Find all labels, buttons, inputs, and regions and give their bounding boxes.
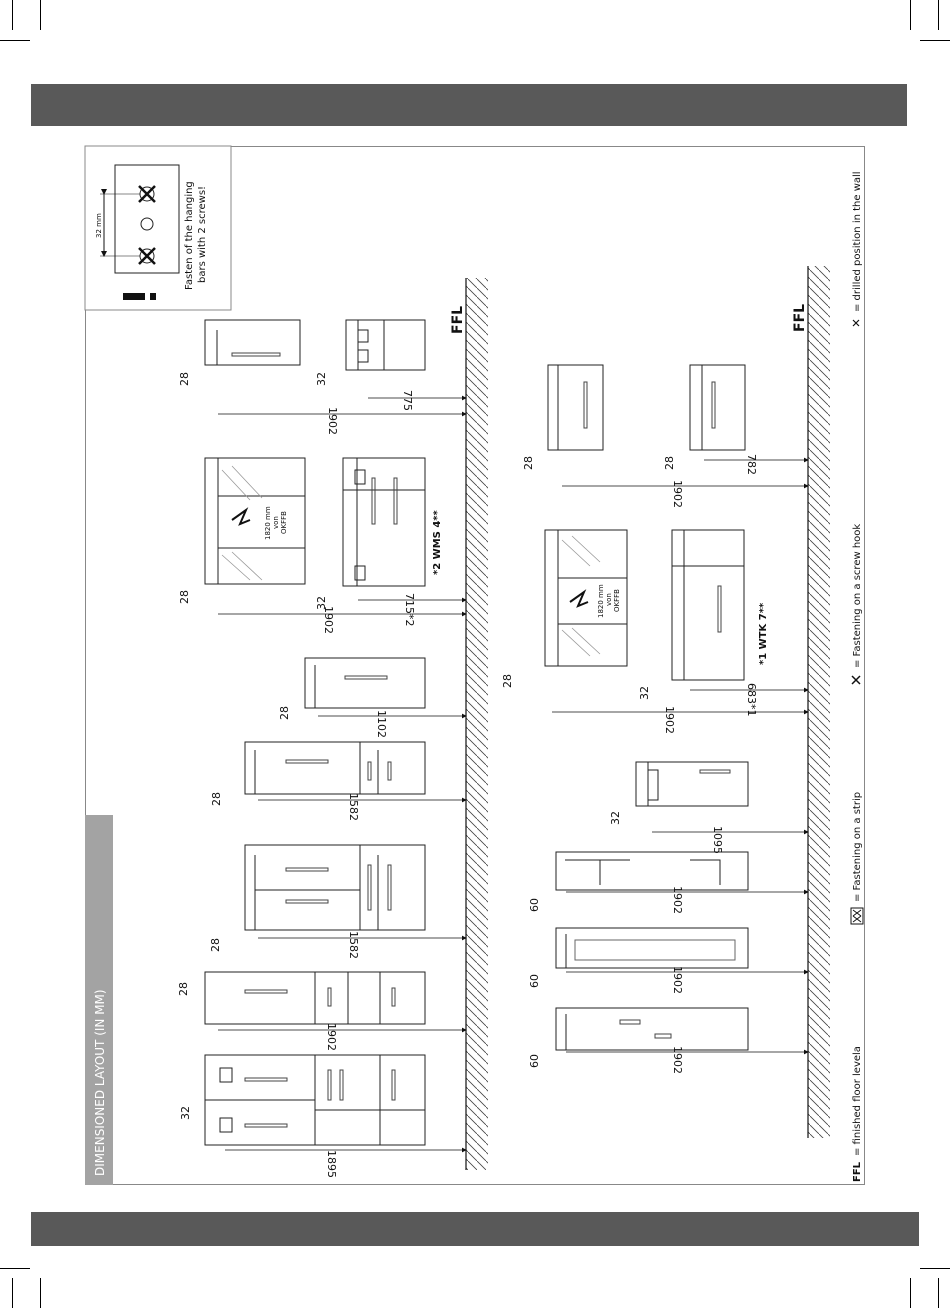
dim-offset-l5: 28 [501, 674, 514, 688]
spacing-label: 32 mm [95, 213, 103, 238]
cabinet-1902-a [205, 972, 425, 1024]
ffl-label-upper: FFL [450, 305, 466, 334]
section-title-tab [85, 815, 113, 1185]
floor-upper [466, 278, 488, 1170]
dim-height-l4: 1095 [711, 826, 724, 854]
dim-height-l5: 1902 [663, 706, 676, 734]
mirror-note-1: 1820 mm [264, 506, 272, 540]
dim-height-7: 715*2 [403, 593, 416, 627]
dim-offset-6: 28 [178, 590, 191, 604]
dim-height-9: 775 [401, 390, 414, 411]
dim-height-l3: 1902 [671, 886, 684, 914]
dim-offset-1: 32 [179, 1106, 192, 1120]
tall-panel-a [556, 1008, 748, 1050]
base-cabinet-782 [690, 365, 745, 450]
dim-offset-l2: 60 [528, 974, 541, 988]
model-label-wms4: *2 WMS 4** [432, 510, 443, 575]
legend-ffl-text: = finished floor levela [852, 1046, 863, 1156]
dim-height-4: 1582 [347, 793, 360, 821]
dim-offset-5: 28 [278, 706, 291, 720]
legend-strip-text: = Fastening on a strip [852, 791, 863, 902]
mirror-note-3: OKFFB [280, 511, 288, 534]
mirror-note-lower-3: OKFFB [613, 589, 621, 612]
legend [851, 171, 863, 1182]
dim-height-6: 1902 [322, 606, 335, 634]
strip-symbol-icon [851, 908, 863, 924]
shelf-1095 [636, 762, 748, 806]
screw-callout [85, 146, 231, 310]
dim-offset-3: 28 [209, 938, 222, 952]
floor-lower [808, 266, 830, 1138]
dim-height-5: 1102 [375, 710, 388, 738]
dim-offset-7: 32 [315, 596, 328, 610]
tall-panel-b [556, 928, 748, 968]
cabinet-1102 [305, 658, 425, 708]
legend-drill-text: = drilled position in the wall [852, 171, 863, 312]
dim-offset-l4: 32 [609, 811, 622, 825]
dim-offset-l7: 28 [522, 456, 535, 470]
warning-icon [123, 293, 156, 300]
wall-cabinet-lower [548, 365, 603, 450]
dim-height-l8: 782 [745, 454, 758, 475]
dim-height-l2: 1902 [671, 966, 684, 994]
washstand-wms4 [343, 458, 443, 586]
dim-offset-2: 28 [177, 982, 190, 996]
cabinet-1582-a [245, 845, 425, 930]
dim-height-1: 1895 [325, 1150, 338, 1178]
base-cabinet-775 [346, 320, 425, 370]
mirror-note-2: von [272, 516, 280, 529]
mirror-cabinet-lower [545, 530, 627, 666]
dim-offset-l8: 28 [663, 456, 676, 470]
dim-offset-9: 32 [315, 372, 328, 386]
dim-offset-4: 28 [210, 792, 223, 806]
dim-offset-l3: 60 [528, 898, 541, 912]
drill-symbol-icon [853, 320, 859, 326]
legend-hook-text: = Fastening on a screw hook [852, 523, 863, 668]
cabinet-1895 [205, 1055, 425, 1145]
shelf-unit [556, 852, 748, 890]
dim-height-2: 1902 [325, 1023, 338, 1051]
dim-offset-8: 28 [178, 372, 191, 386]
cabinet-1582-b [245, 742, 425, 794]
section-title: DIMENSIONED LAYOUT (IN MM) [93, 989, 107, 1176]
mirror-cabinet-upper [205, 458, 305, 584]
legend-ffl-abbr: FFL [852, 1161, 863, 1182]
dim-height-8: 1902 [326, 407, 339, 435]
dim-height-l1: 1902 [671, 1046, 684, 1074]
dim-offset-l6: 32 [638, 686, 651, 700]
dim-height-l7: 1902 [671, 480, 684, 508]
ffl-label-lower: FFL [792, 303, 808, 332]
hook-symbol-icon [852, 676, 860, 684]
callout-text-line2: bars with 2 screws! [197, 185, 208, 283]
callout-text-line1: Fasten of the hanging [184, 181, 195, 290]
model-label-wtk7: *1 WTK 7** [758, 602, 769, 665]
dim-height-3: 1582 [347, 931, 360, 959]
dim-offset-l1: 60 [528, 1054, 541, 1068]
wall-cabinet-upper [205, 320, 300, 365]
dim-height-l6: 683*1 [745, 683, 758, 717]
mirror-note-lower-1: 1820 mm [597, 584, 605, 618]
mirror-note-lower-2: von [605, 593, 613, 606]
vanity-wtk7 [672, 530, 769, 680]
